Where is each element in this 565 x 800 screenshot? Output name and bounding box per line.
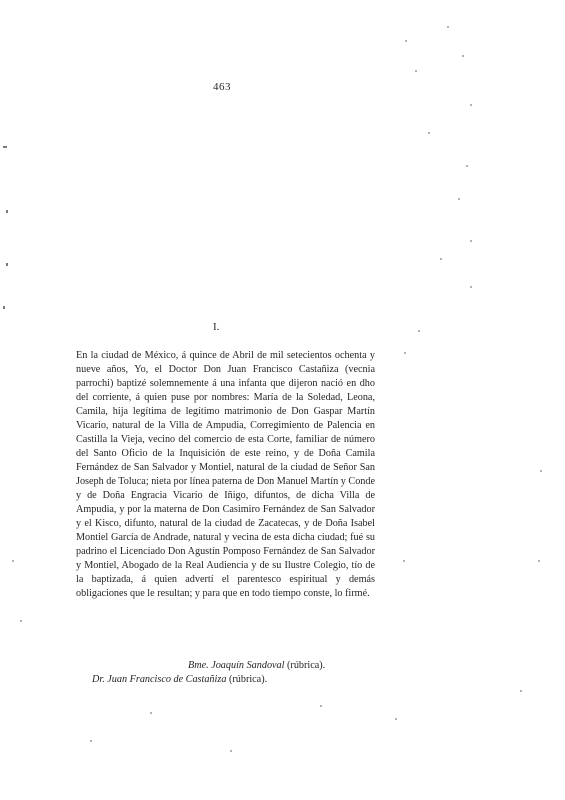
signature-line-1 xyxy=(188,659,325,673)
body-text xyxy=(76,349,375,601)
page-number-text: 463 xyxy=(213,81,231,93)
scan-speck xyxy=(466,165,468,167)
scan-speck xyxy=(440,258,442,260)
scan-speck xyxy=(320,705,322,707)
scan-speck xyxy=(12,560,14,562)
scan-speck xyxy=(447,26,449,28)
scan-mark-left-4 xyxy=(3,306,5,309)
scan-speck xyxy=(90,740,92,742)
scan-speck xyxy=(470,104,472,106)
scan-speck xyxy=(415,70,417,72)
scan-speck xyxy=(520,690,522,692)
scan-speck xyxy=(470,240,472,242)
signature-line-2 xyxy=(92,673,267,687)
scan-speck xyxy=(403,560,405,562)
scan-speck xyxy=(405,40,407,42)
scan-speck xyxy=(20,620,22,622)
scan-speck xyxy=(462,55,464,57)
scan-speck xyxy=(470,286,472,288)
signature-1-name: Bme. Joaquín Sandoval xyxy=(188,660,285,671)
scan-mark-left-2 xyxy=(6,210,8,213)
scan-speck xyxy=(150,712,152,714)
scan-speck xyxy=(458,198,460,200)
scan-mark-left-1 xyxy=(3,146,7,148)
body-paragraph: En la ciudad de México, á quince de Abril de mil setecientos ochenta y nueve años, Yo, el Doctor Don Juan Francisco Castañiza (vecnia parrochi) baptizé solemnemente á una infanta que dijeron nació en dho del corriente, á quien puse por nombres: María de la Soledad, Leona, Camila, hija legítima de legítimo matrimonio de Don Gaspar Martín Vicario, natural de la Villa de Ampudia, Corregimiento de Palencia en Castilla la Vieja, vecino del comercio de esta Corte, familiar de número del Santo Oficio de la Inquisición de este reino, y de Doña Camila Fernández de San Salvador y Montiel, natural de la ciudad de Señor San Joseph de Toluca; nieta por línea paterna de Don Manuel Martín y Conde y de Doña Engracia Vicario de Iñigo, difuntos, de dicha Villa de Ampudia, y por la materna de Don Casimiro Fernández de San Salvador y el Kisco, difunto, natural de la ciudad de Zacatecas, y de Doña Isabel Montiel García de Andrade, natural y vecina de esta dicha ciudad; fué su padrino el Licenciado Don Agustín Pomposo Fernández de San Salvador y Montiel, Abogado de la Real Audiencia y de su Ilustre Colegio, tío de la baptizada, á quien advertí el parentesco espiritual y demás obligaciones que le resultan; y para que en todo tiempo conste, lo firmé. xyxy=(76,350,375,599)
scan-speck xyxy=(230,750,232,752)
scan-speck xyxy=(418,330,420,332)
scan-speck xyxy=(404,352,406,354)
signature-1-mark: (rúbrica). xyxy=(287,660,326,671)
scan-speck xyxy=(540,470,542,472)
scan-speck xyxy=(428,132,430,134)
scan-speck xyxy=(395,718,397,720)
signature-2-mark: (rúbrica). xyxy=(228,674,268,685)
signature-2-name: Dr. Juan Francisco de Castañiza xyxy=(92,674,227,685)
scan-speck xyxy=(538,560,540,562)
scan-mark-left-3 xyxy=(6,263,8,266)
section-numeral: I. xyxy=(213,321,220,333)
